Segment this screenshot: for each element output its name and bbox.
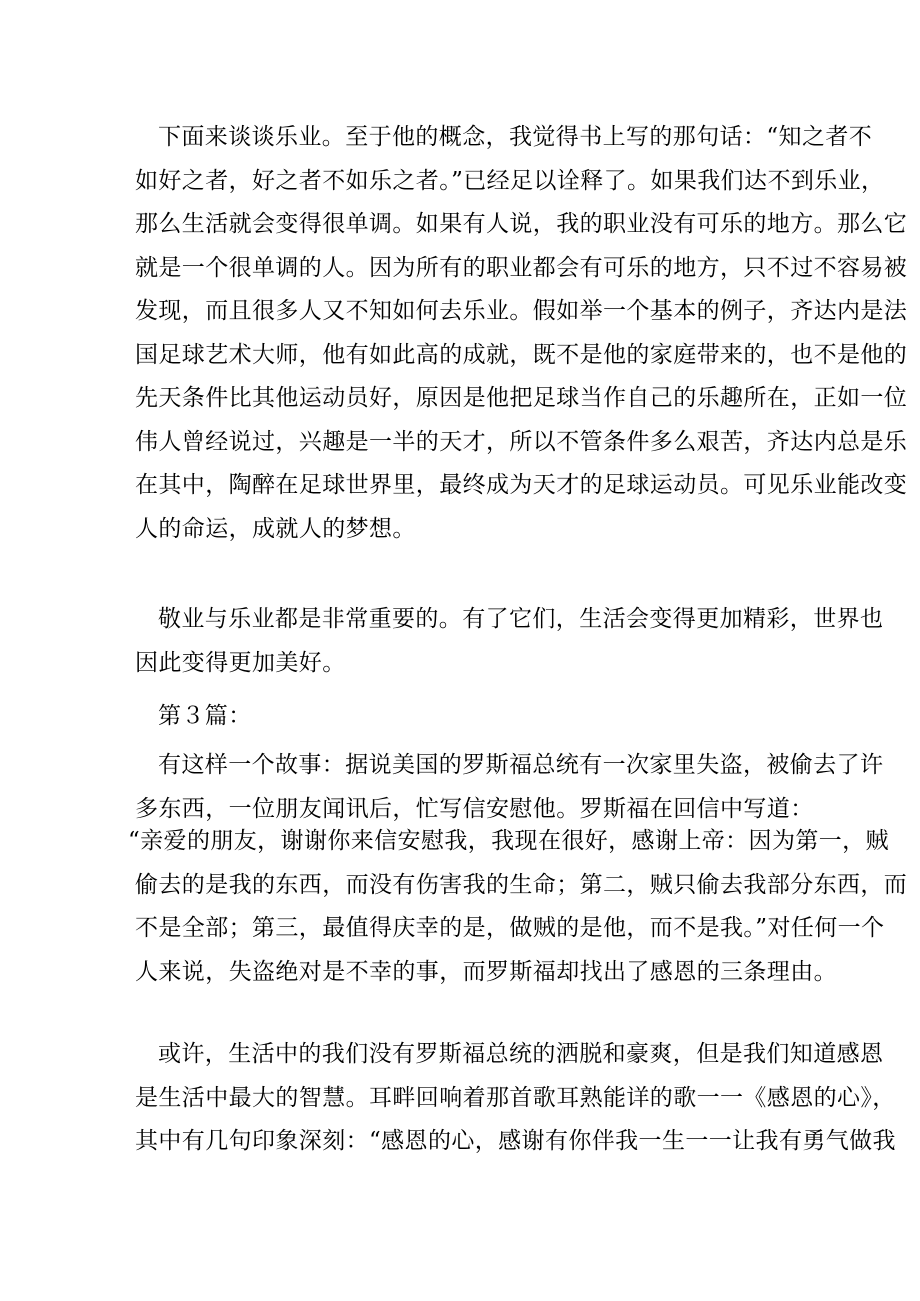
text-line: 有这样一个故事：据说美国的罗斯福总统有一次家里失盗，被偷去了许 [158, 752, 884, 778]
text-line: 国足球艺术大师，他有如此高的成就，既不是他的家庭带来的，也不是他的 [135, 341, 908, 368]
text-line: 因此变得更加美好。 [135, 649, 346, 676]
text-line: 如好之者，好之者不如乐之者。”已经足以诠释了。如果我们达不到乐业， [135, 167, 885, 194]
text-line: 敬业与乐业都是非常重要的。有了它们，生活会变得更加精彩，世界也 [158, 606, 884, 632]
paragraph-1 [0, 116, 920, 551]
paragraph-2 [0, 598, 920, 685]
section-heading [0, 695, 920, 739]
text-line: 就是一个很单调的人。因为所有的职业都会有可乐的地方，只不过不容易被 [135, 254, 908, 281]
text-line: 偷去的是我的东西，而没有伤害我的生命；第二，贼只偷去我部分东西，而 [135, 871, 908, 898]
text-line: 那么生活就会变得很单调。如果有人说，我的职业没有可乐的地方。那么它 [135, 211, 908, 237]
text-line: 发现，而且很多人又不知如何去乐业。假如举一个基本的例子，齐达内是法 [135, 298, 908, 324]
text-line: 不是全部；第三，最值得庆幸的是，做贼的是他，而不是我。”对任何一个 [135, 915, 885, 941]
text-line: 下面来谈谈乐业。至于他的概念，我觉得书上写的那句话：“知之者不 [158, 124, 873, 150]
text-line: 第３篇： [158, 703, 252, 729]
text-line: 伟人曾经说过，兴趣是一半的天才，所以不管条件多么艰苦，齐达内总是乐 [135, 428, 908, 455]
paragraph-3 [0, 744, 920, 831]
text-line: 多东西，一位朋友闻讯后，忙写信安慰他。罗斯福在回信中写道： [135, 795, 814, 822]
text-line: 在其中，陶醉在足球世界里，最终成为天才的足球运动员。可见乐业能改变 [135, 472, 908, 498]
paragraph-4 [0, 820, 920, 994]
text-line: 人来说，失盗绝对是不幸的事，而罗斯福却找出了感恩的三条理由。 [135, 958, 837, 985]
paragraph-5 [0, 1033, 920, 1164]
text-line: 其中有几句印象深刻：“感恩的心，感谢有你伴我一生一一让我有勇气做我 [135, 1128, 896, 1154]
text-line: 是生活中最大的智慧。耳畔回响着那首歌耳熟能详的歌一一《感恩的心》， [135, 1084, 896, 1111]
text-line: 人的命运，成就人的梦想。 [135, 515, 416, 542]
text-line: 先天条件比其他运动员好，原因是他把足球当作自己的乐趣所在，正如一位 [135, 385, 908, 411]
text-line: “亲爱的朋友，谢谢你来信安慰我，我现在很好，感谢上帝：因为第一，贼 [128, 828, 889, 854]
text-line: 或许，生活中的我们没有罗斯福总统的洒脱和豪爽，但是我们知道感恩 [158, 1041, 884, 1067]
